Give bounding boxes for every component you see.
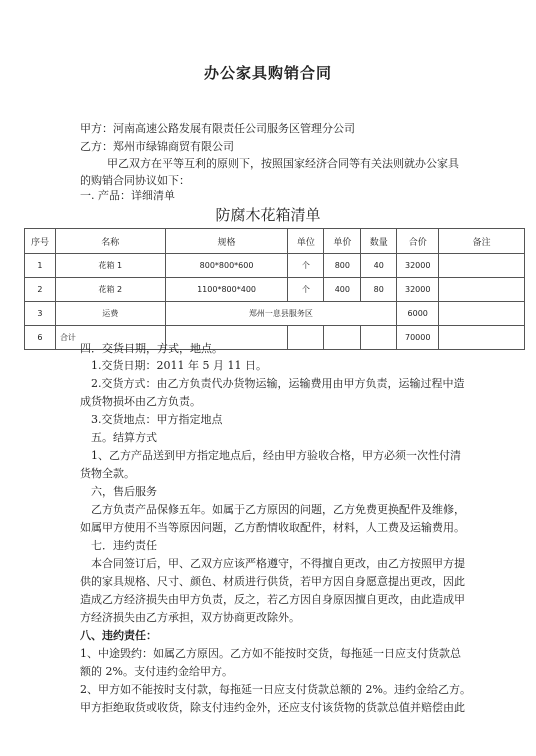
cell-index: 6 <box>25 326 56 350</box>
cell-quantity: 80 <box>361 278 397 302</box>
table-row <box>25 278 525 302</box>
cell-unit-price <box>324 326 361 350</box>
cell-remark <box>439 278 525 302</box>
cell-spec: 1100*800*400 <box>165 278 288 302</box>
section-7-line-4: 方经济损失由乙方承担，双方协商更改除外。 <box>80 611 300 624</box>
table-row <box>25 254 525 278</box>
cell-index: 3 <box>25 302 56 326</box>
cell-index: 2 <box>25 278 56 302</box>
table-row <box>25 302 525 326</box>
section-1-heading: 一. 产品：详细清单 <box>80 189 175 202</box>
section-5-heading: 五。结算方式 <box>91 431 157 444</box>
cell-spec: 800*800*600 <box>165 254 288 278</box>
section-5-item-1-line-2: 货物全款。 <box>80 467 135 480</box>
section-5-item-1-line-1: 1、乙方产品送到甲方指定地点后，经由甲方验收合格，甲方必须一次性付清 <box>91 449 461 462</box>
cell-name: 花箱 1 <box>55 254 165 278</box>
cell-remark <box>439 254 525 278</box>
section-7-line-3: 造成乙方经济损失由甲方负责，反之，若乙方因自身原因擅自更改，由此造成甲 <box>80 593 465 606</box>
document-title: 办公家具购销合同 <box>203 64 332 82</box>
header-name: 名称 <box>55 229 165 254</box>
product-table <box>24 228 525 350</box>
cell-total: 6000 <box>397 302 439 326</box>
party-b: 乙方：郑州市绿锦商贸有限公司 <box>80 140 234 153</box>
section-7-heading: 七．违约责任 <box>91 539 157 552</box>
section-8-heading: 八、违约责任： <box>80 629 157 642</box>
cell-unit-price: 800 <box>324 254 361 278</box>
cell-total: 32000 <box>397 254 439 278</box>
section-8-item-3: 甲方拒绝取货或收货，除支付违约金外，还应支付该货物的货款总值并赔偿由此 <box>80 701 465 714</box>
header-index: 序号 <box>25 229 56 254</box>
header-unit-price: 单价 <box>324 229 361 254</box>
header-quantity: 数量 <box>361 229 397 254</box>
section-4-item-3: 3.交货地点：甲方指定地点 <box>91 413 223 426</box>
section-6-line-2: 如属甲方使用不当等原因问题，乙方酌情收取配件，材料，人工费及运输费用。 <box>80 521 465 534</box>
header-total: 合价 <box>397 229 439 254</box>
section-4-item-1: 1.交货日期：2011 年 5 月 11 日。 <box>91 359 267 372</box>
section-8-item-2: 2、甲方如不能按时支付款，每拖延一日应支付货款总额的 2%。违约金给乙方。 <box>80 683 471 696</box>
cell-quantity: 40 <box>361 254 397 278</box>
cell-unit <box>288 326 324 350</box>
section-7-line-2: 供的家具规格、尺寸、颜色、材质进行供货，若甲方因自身愿意提出更改，因此 <box>80 575 465 588</box>
section-4-item-2-line-2: 成货物损坏由乙方负责。 <box>80 395 201 408</box>
header-spec: 规格 <box>165 229 288 254</box>
section-4-item-2-line-1: 2.交货方式：由乙方负责代办货物运输，运输费用由甲方负责，运输过程中造 <box>91 377 465 390</box>
table-header-row <box>25 229 525 254</box>
cell-remark <box>439 326 525 350</box>
cell-name: 运费 <box>55 302 165 326</box>
cell-unit: 个 <box>288 254 324 278</box>
cell-name: 花箱 2 <box>55 278 165 302</box>
cell-unit: 个 <box>288 278 324 302</box>
cell-remark <box>439 302 525 326</box>
intro-line-2: 的购销合同协议如下： <box>80 174 190 187</box>
cell-total: 32000 <box>397 278 439 302</box>
section-6-heading: 六，售后服务 <box>91 485 157 498</box>
header-unit: 单位 <box>288 229 324 254</box>
section-4-heading: 四．交货日期，方式，地点。 <box>80 342 223 355</box>
section-8-item-1-line-1: 1、中途毁约：如属乙方原因。乙方如不能按时交货，每拖延一日应支付货款总 <box>80 647 461 660</box>
section-6-line-1: 乙方负责产品保修五年。如属于乙方原因的问题，乙方免费更换配件及维修， <box>91 503 465 516</box>
section-8-item-1-line-2: 额的 2%。支付违约金给甲方。 <box>80 665 233 678</box>
cell-route: 郑州一息县服务区 <box>165 302 397 326</box>
cell-index: 1 <box>25 254 56 278</box>
cell-total: 70000 <box>397 326 439 350</box>
intro-line-1: 甲乙双方在平等互利的原则下，按照国家经济合同等有关法则就办公家具 <box>107 157 459 170</box>
cell-name: 合计 <box>55 326 165 350</box>
table-title: 防腐木花箱清单 <box>215 206 321 224</box>
cell-unit-price: 400 <box>324 278 361 302</box>
cell-quantity <box>361 326 397 350</box>
party-a: 甲方：河南高速公路发展有限责任公司服务区管理分公司 <box>80 122 355 135</box>
header-remark: 备注 <box>439 229 525 254</box>
section-7-line-1: 本合同签订后，甲、乙双方应该严格遵守，不得擅自更改，由乙方按照甲方提 <box>91 557 465 570</box>
